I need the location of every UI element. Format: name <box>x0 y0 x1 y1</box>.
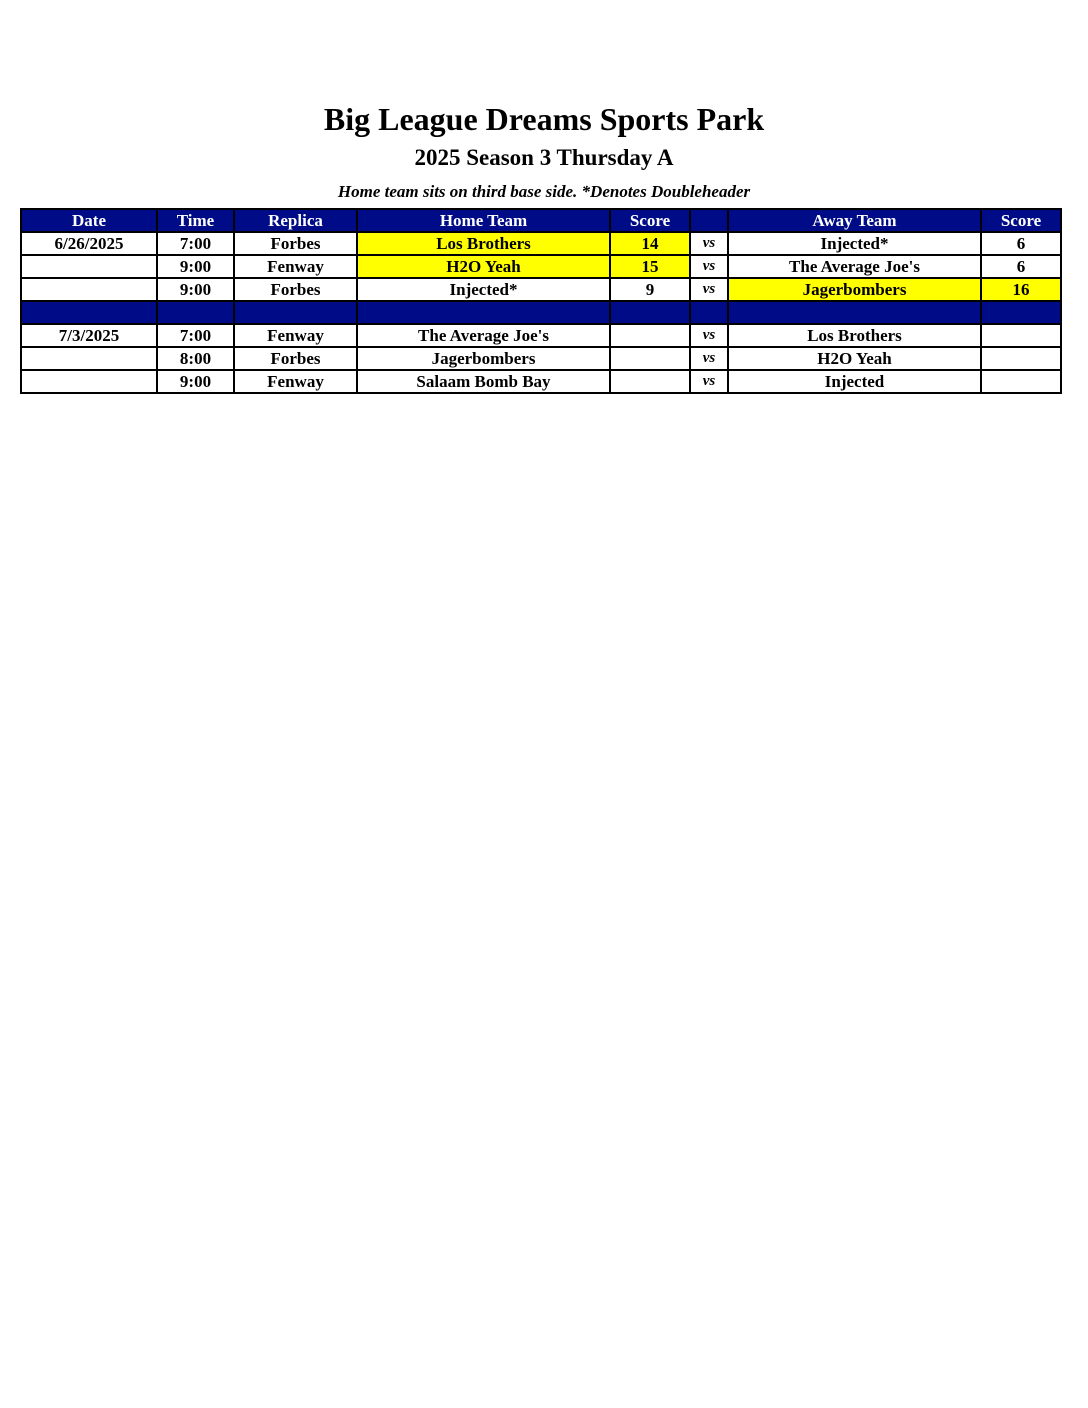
vs-cell: vs <box>690 255 728 278</box>
date-cell <box>21 347 157 370</box>
replica-cell: Fenway <box>234 255 357 278</box>
home-team-cell: Injected* <box>357 278 610 301</box>
vs-cell: vs <box>690 370 728 393</box>
date-cell: 7/3/2025 <box>21 324 157 347</box>
date-cell <box>21 278 157 301</box>
column-header-replica: Replica <box>234 209 357 232</box>
away-team-cell: The Average Joe's <box>728 255 981 278</box>
away-score-cell <box>981 324 1061 347</box>
away-score-cell <box>981 370 1061 393</box>
column-header-time: Time <box>157 209 234 232</box>
column-header-vs <box>690 209 728 232</box>
time-cell: 7:00 <box>157 324 234 347</box>
time-cell: 8:00 <box>157 347 234 370</box>
away-team-cell: Los Brothers <box>728 324 981 347</box>
replica-cell: Forbes <box>234 232 357 255</box>
away-score-cell <box>981 347 1061 370</box>
time-cell: 9:00 <box>157 278 234 301</box>
separator-cell <box>21 301 157 324</box>
schedule-note: Home team sits on third base side. *Denotes Doubleheader <box>337 182 751 201</box>
replica-cell: Forbes <box>234 347 357 370</box>
home-score-cell: 14 <box>610 232 690 255</box>
vs-cell: vs <box>690 232 728 255</box>
time-cell: 9:00 <box>157 255 234 278</box>
replica-cell: Fenway <box>234 370 357 393</box>
vs-cell: vs <box>690 278 728 301</box>
away-score-cell: 16 <box>981 278 1061 301</box>
separator-cell <box>157 301 234 324</box>
date-cell <box>21 370 157 393</box>
away-team-cell: Jagerbombers <box>728 278 981 301</box>
column-header-away-score: Score <box>981 209 1061 232</box>
away-team-cell: H2O Yeah <box>728 347 981 370</box>
date-cell <box>21 255 157 278</box>
separator-row <box>21 301 1061 324</box>
home-team-cell: Los Brothers <box>357 232 610 255</box>
separator-cell <box>234 301 357 324</box>
column-header-date: Date <box>21 209 157 232</box>
home-team-cell: H2O Yeah <box>357 255 610 278</box>
table-row <box>21 255 1061 278</box>
column-header-away-team: Away Team <box>728 209 981 232</box>
schedule-body <box>21 232 1061 393</box>
home-score-cell: 15 <box>610 255 690 278</box>
table-header-row <box>21 209 1061 232</box>
away-score-cell: 6 <box>981 232 1061 255</box>
date-cell: 6/26/2025 <box>21 232 157 255</box>
column-header-home-team: Home Team <box>357 209 610 232</box>
home-score-cell: 9 <box>610 278 690 301</box>
away-score-cell: 6 <box>981 255 1061 278</box>
table-row <box>21 278 1061 301</box>
table-row <box>21 347 1061 370</box>
page-title: Big League Dreams Sports Park <box>323 101 765 137</box>
home-score-cell <box>610 347 690 370</box>
column-header-home-score: Score <box>610 209 690 232</box>
home-team-cell: Jagerbombers <box>357 347 610 370</box>
table-row <box>21 232 1061 255</box>
page-subtitle: 2025 Season 3 Thursday A <box>414 145 674 170</box>
replica-cell: Forbes <box>234 278 357 301</box>
vs-cell: vs <box>690 324 728 347</box>
home-team-cell: The Average Joe's <box>357 324 610 347</box>
separator-cell <box>610 301 690 324</box>
separator-cell <box>728 301 981 324</box>
separator-cell <box>981 301 1061 324</box>
replica-cell: Fenway <box>234 324 357 347</box>
time-cell: 7:00 <box>157 232 234 255</box>
table-row <box>21 370 1061 393</box>
home-team-cell: Salaam Bomb Bay <box>357 370 610 393</box>
separator-cell <box>690 301 728 324</box>
away-team-cell: Injected <box>728 370 981 393</box>
table-row <box>21 324 1061 347</box>
separator-cell <box>357 301 610 324</box>
schedule-table <box>20 208 1062 394</box>
away-team-cell: Injected* <box>728 232 981 255</box>
time-cell: 9:00 <box>157 370 234 393</box>
home-score-cell <box>610 324 690 347</box>
vs-cell: vs <box>690 347 728 370</box>
home-score-cell <box>610 370 690 393</box>
